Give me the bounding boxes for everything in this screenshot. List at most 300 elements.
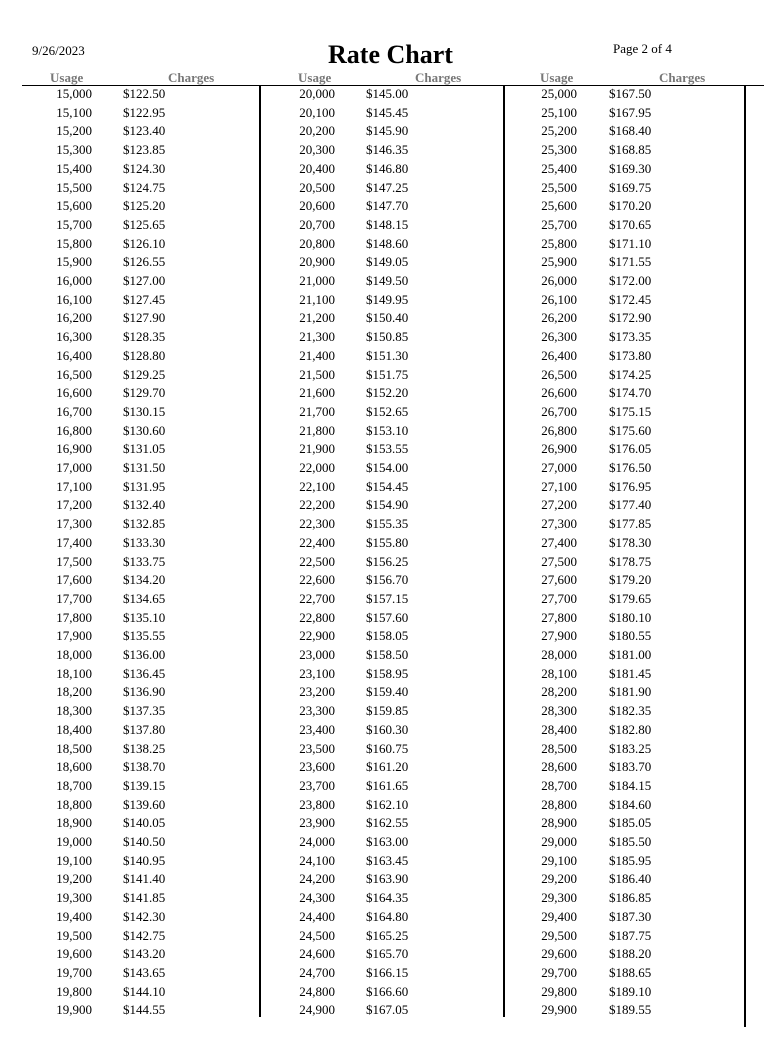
charge-cell: $131.50 xyxy=(123,460,166,475)
charge-cell: $135.10 xyxy=(123,609,166,625)
charge-cell: $157.60 xyxy=(366,609,409,625)
usage-cell: 27,900 xyxy=(541,628,577,644)
charge-cell: $141.40 xyxy=(123,871,166,887)
usage-cell: 19,300 xyxy=(56,890,92,906)
charge-cell: $149.05 xyxy=(366,254,409,270)
usage-cell: 23,600 xyxy=(299,759,335,775)
usage-cell: 17,000 xyxy=(56,460,92,475)
usage-cell: 25,200 xyxy=(541,123,577,139)
charge-cell: $182.35 xyxy=(609,703,652,719)
charge-cell: $125.20 xyxy=(123,198,166,214)
usage-cell: 23,500 xyxy=(299,740,335,756)
charge-cell: $168.40 xyxy=(609,123,652,139)
usage-cell: 25,700 xyxy=(541,216,577,232)
charge-cell: $145.90 xyxy=(366,123,409,139)
charge-cell: $154.00 xyxy=(366,460,409,475)
charge-cell: $142.30 xyxy=(123,908,166,924)
charge-cell: $128.80 xyxy=(123,347,166,363)
usage-cell: 29,400 xyxy=(541,908,577,924)
usage-cell: 21,400 xyxy=(299,347,335,363)
usage-cell: 18,700 xyxy=(56,777,92,793)
usage-cell: 20,900 xyxy=(299,254,335,270)
charge-cell: $134.20 xyxy=(123,572,166,588)
charge-cell: $161.65 xyxy=(366,777,409,793)
usage-cell: 25,400 xyxy=(541,160,577,176)
usage-cell: 22,800 xyxy=(299,609,335,625)
charge-cell: $154.90 xyxy=(366,497,409,513)
usage-cell: 20,000 xyxy=(299,86,335,101)
usage-cell: 21,100 xyxy=(299,291,335,307)
charge-cell: $149.95 xyxy=(366,291,409,307)
usage-cell: 22,000 xyxy=(299,460,335,475)
usage-cell: 21,300 xyxy=(299,329,335,345)
charge-cell: $172.45 xyxy=(609,291,652,307)
usage-cell: 25,100 xyxy=(541,104,577,120)
charge-cell: $175.15 xyxy=(609,403,652,419)
charge-cell: $133.30 xyxy=(123,534,166,550)
charge-cell: $184.60 xyxy=(609,796,652,812)
charge-cell: $156.25 xyxy=(366,553,409,569)
charge-cell: $189.10 xyxy=(609,983,652,999)
usage-cell: 27,800 xyxy=(541,609,577,625)
charge-cell: $130.15 xyxy=(123,403,166,419)
charge-cell: $136.45 xyxy=(123,665,166,681)
charge-cell: $177.85 xyxy=(609,516,652,532)
usage-cell: 20,200 xyxy=(299,123,335,139)
usage-cell: 18,600 xyxy=(56,759,92,775)
charge-cell: $125.65 xyxy=(123,216,166,232)
charge-cell: $176.05 xyxy=(609,441,652,457)
usage-cell: 23,300 xyxy=(299,703,335,719)
charge-cell: $146.80 xyxy=(366,160,409,176)
charge-cell: $166.15 xyxy=(366,964,409,980)
charge-cell: $188.65 xyxy=(609,964,652,980)
usage-cell: 28,200 xyxy=(541,684,577,700)
usage-cell: 28,700 xyxy=(541,777,577,793)
usage-cell: 28,400 xyxy=(541,721,577,737)
charge-cell: $160.30 xyxy=(366,721,409,737)
usage-cell: 15,200 xyxy=(56,123,92,139)
usage-cell: 25,500 xyxy=(541,179,577,195)
charge-cell: $165.25 xyxy=(366,927,409,943)
charge-cell: $172.90 xyxy=(609,310,652,326)
usage-cell: 24,300 xyxy=(299,890,335,906)
charge-cell: $131.05 xyxy=(123,441,166,457)
usage-cell: 26,700 xyxy=(541,403,577,419)
usage-cell: 21,200 xyxy=(299,310,335,326)
charge-cell: $186.85 xyxy=(609,890,652,906)
usage-cell: 26,500 xyxy=(541,366,577,382)
usage-cell: 19,200 xyxy=(56,871,92,887)
charge-cell: $139.60 xyxy=(123,796,166,812)
charge-cell: $132.40 xyxy=(123,497,166,513)
usage-cell: 26,600 xyxy=(541,385,577,401)
charge-cell: $185.95 xyxy=(609,852,652,868)
charge-cell: $180.55 xyxy=(609,628,652,644)
usage-cell: 15,000 xyxy=(56,86,92,101)
usage-cell: 23,200 xyxy=(299,684,335,700)
charge-cell: $144.55 xyxy=(123,1002,166,1018)
charge-cell: $148.15 xyxy=(366,216,409,232)
usage-cell: 26,800 xyxy=(541,422,577,438)
usage-cell: 24,000 xyxy=(299,834,335,849)
charge-cell: $181.00 xyxy=(609,647,652,662)
charge-cell: $151.75 xyxy=(366,366,409,382)
usage-cell: 19,700 xyxy=(56,964,92,980)
charge-cell: $172.00 xyxy=(609,273,652,288)
usage-cell: 20,100 xyxy=(299,104,335,120)
usage-cell: 15,300 xyxy=(56,142,92,158)
usage-cell: 21,700 xyxy=(299,403,335,419)
usage-cell: 20,300 xyxy=(299,142,335,158)
usage-cell: 29,300 xyxy=(541,890,577,906)
usage-cell: 20,600 xyxy=(299,198,335,214)
charge-cell: $170.20 xyxy=(609,198,652,214)
charge-cell: $130.60 xyxy=(123,422,166,438)
charge-cell: $176.95 xyxy=(609,478,652,494)
usage-cell: 28,100 xyxy=(541,665,577,681)
usage-cell: 26,900 xyxy=(541,441,577,457)
charge-cell: $137.35 xyxy=(123,703,166,719)
charge-cell: $176.50 xyxy=(609,460,652,475)
usage-cell: 20,800 xyxy=(299,235,335,251)
charge-cell: $139.15 xyxy=(123,777,166,793)
usage-cell: 28,500 xyxy=(541,740,577,756)
usage-cell: 18,900 xyxy=(56,815,92,831)
charge-cell: $131.95 xyxy=(123,478,166,494)
usage-cell: 15,600 xyxy=(56,198,92,214)
usage-cell: 17,100 xyxy=(56,478,92,494)
usage-cell: 27,000 xyxy=(541,460,577,475)
usage-cell: 18,800 xyxy=(56,796,92,812)
usage-cell: 15,700 xyxy=(56,216,92,232)
charge-cell: $150.40 xyxy=(366,310,409,326)
charge-cell: $166.60 xyxy=(366,983,409,999)
charge-cell: $127.00 xyxy=(123,273,166,288)
charge-cell: $144.10 xyxy=(123,983,166,999)
charge-cell: $173.80 xyxy=(609,347,652,363)
usage-cell: 26,100 xyxy=(541,291,577,307)
usage-cell: 19,900 xyxy=(56,1002,92,1018)
usage-cell: 26,400 xyxy=(541,347,577,363)
usage-cell: 27,500 xyxy=(541,553,577,569)
charge-cell: $160.75 xyxy=(366,740,409,756)
page-number: Page 2 of 4 xyxy=(613,41,672,56)
charge-cell: $142.75 xyxy=(123,927,166,943)
charge-cell: $122.50 xyxy=(123,86,166,101)
charge-cell: $167.95 xyxy=(609,104,652,120)
usage-cell: 24,100 xyxy=(299,852,335,868)
charge-cell: $145.00 xyxy=(366,86,409,101)
usage-cell: 17,700 xyxy=(56,590,92,606)
usage-cell: 27,300 xyxy=(541,516,577,532)
charge-cell: $158.95 xyxy=(366,665,409,681)
charge-cell: $171.10 xyxy=(609,235,652,251)
usage-cell: 29,600 xyxy=(541,946,577,962)
charge-cell: $150.85 xyxy=(366,329,409,345)
charge-cell: $126.55 xyxy=(123,254,166,270)
charge-cell: $147.70 xyxy=(366,198,409,214)
charge-cell: $129.70 xyxy=(123,385,166,401)
charge-cell: $146.35 xyxy=(366,142,409,158)
charge-cell: $184.15 xyxy=(609,777,652,793)
charge-cell: $134.65 xyxy=(123,590,166,606)
charge-cell: $188.20 xyxy=(609,946,652,962)
charge-cell: $164.35 xyxy=(366,890,409,906)
col2-usage-header: Usage xyxy=(298,70,332,85)
charge-cell: $159.85 xyxy=(366,703,409,719)
usage-cell: 27,600 xyxy=(541,572,577,588)
usage-cell: 18,100 xyxy=(56,665,92,681)
page-title: Rate Chart xyxy=(328,40,453,69)
charge-cell: $126.10 xyxy=(123,235,166,251)
usage-cell: 15,400 xyxy=(56,160,92,176)
charge-cell: $169.30 xyxy=(609,160,652,176)
charge-cell: $171.55 xyxy=(609,254,652,270)
charge-cell: $185.50 xyxy=(609,834,652,849)
column-divider-2 xyxy=(503,85,505,1017)
column-divider-1 xyxy=(259,85,261,1017)
charge-cell: $167.50 xyxy=(609,86,652,101)
usage-cell: 29,800 xyxy=(541,983,577,999)
charge-cell: $187.75 xyxy=(609,927,652,943)
usage-cell: 28,800 xyxy=(541,796,577,812)
col3-charges-header: Charges xyxy=(659,70,706,85)
charge-cell: $183.25 xyxy=(609,740,652,756)
usage-cell: 18,400 xyxy=(56,721,92,737)
charge-cell: $137.80 xyxy=(123,721,166,737)
usage-cell: 17,300 xyxy=(56,516,92,532)
usage-cell: 29,100 xyxy=(541,852,577,868)
usage-cell: 25,000 xyxy=(541,86,577,101)
usage-cell: 19,500 xyxy=(56,927,92,943)
usage-cell: 17,800 xyxy=(56,609,92,625)
charge-cell: $168.85 xyxy=(609,142,652,158)
charge-cell: $128.35 xyxy=(123,329,166,345)
usage-cell: 17,900 xyxy=(56,628,92,644)
charge-cell: $175.60 xyxy=(609,422,652,438)
charge-cell: $158.05 xyxy=(366,628,409,644)
charge-cell: $138.70 xyxy=(123,759,166,775)
charge-cell: $124.30 xyxy=(123,160,166,176)
usage-cell: 22,100 xyxy=(299,478,335,494)
usage-cell: 27,400 xyxy=(541,534,577,550)
charge-cell: $181.45 xyxy=(609,665,652,681)
usage-cell: 23,900 xyxy=(299,815,335,831)
usage-cell: 28,300 xyxy=(541,703,577,719)
usage-cell: 16,100 xyxy=(56,291,92,307)
charge-cell: $181.90 xyxy=(609,684,652,700)
charge-cell: $147.25 xyxy=(366,179,409,195)
charge-cell: $136.00 xyxy=(123,647,166,662)
usage-cell: 16,500 xyxy=(56,366,92,382)
charge-cell: $179.20 xyxy=(609,572,652,588)
charge-cell: $174.25 xyxy=(609,366,652,382)
usage-cell: 19,100 xyxy=(56,852,92,868)
charge-cell: $123.85 xyxy=(123,142,166,158)
usage-cell: 29,000 xyxy=(541,834,577,849)
usage-cell: 15,900 xyxy=(56,254,92,270)
usage-cell: 21,800 xyxy=(299,422,335,438)
charge-cell: $129.25 xyxy=(123,366,166,382)
charge-cell: $154.45 xyxy=(366,478,409,494)
usage-cell: 27,200 xyxy=(541,497,577,513)
charge-cell: $151.30 xyxy=(366,347,409,363)
usage-cell: 27,700 xyxy=(541,590,577,606)
charge-cell: $152.20 xyxy=(366,385,409,401)
charge-cell: $164.80 xyxy=(366,908,409,924)
usage-cell: 25,600 xyxy=(541,198,577,214)
charge-cell: $155.80 xyxy=(366,534,409,550)
charge-cell: $179.65 xyxy=(609,590,652,606)
usage-cell: 16,400 xyxy=(56,347,92,363)
charge-cell: $170.65 xyxy=(609,216,652,232)
usage-cell: 15,100 xyxy=(56,104,92,120)
charge-cell: $158.50 xyxy=(366,647,409,662)
charge-cell: $133.75 xyxy=(123,553,166,569)
charge-cell: $127.90 xyxy=(123,310,166,326)
usage-cell: 29,500 xyxy=(541,927,577,943)
usage-cell: 18,000 xyxy=(56,647,92,662)
usage-cell: 22,400 xyxy=(299,534,335,550)
charge-cell: $141.85 xyxy=(123,890,166,906)
charge-cell: $122.95 xyxy=(123,104,166,120)
usage-cell: 22,500 xyxy=(299,553,335,569)
charge-cell: $162.10 xyxy=(366,796,409,812)
usage-cell: 19,600 xyxy=(56,946,92,962)
usage-cell: 26,000 xyxy=(541,273,577,288)
usage-cell: 18,200 xyxy=(56,684,92,700)
charge-cell: $127.45 xyxy=(123,291,166,307)
charge-cell: $165.70 xyxy=(366,946,409,962)
charge-cell: $123.40 xyxy=(123,123,166,139)
usage-cell: 21,000 xyxy=(299,273,335,288)
charge-cell: $140.05 xyxy=(123,815,166,831)
usage-cell: 16,800 xyxy=(56,422,92,438)
charge-cell: $167.05 xyxy=(366,1002,409,1018)
usage-cell: 24,800 xyxy=(299,983,335,999)
charge-cell: $159.40 xyxy=(366,684,409,700)
col3-usage-header: Usage xyxy=(540,70,574,85)
charge-cell: $153.55 xyxy=(366,441,409,457)
usage-cell: 24,400 xyxy=(299,908,335,924)
usage-cell: 24,500 xyxy=(299,927,335,943)
charge-cell: $124.75 xyxy=(123,179,166,195)
usage-cell: 26,200 xyxy=(541,310,577,326)
col1-usage-header: Usage xyxy=(50,70,84,85)
usage-cell: 24,700 xyxy=(299,964,335,980)
charge-cell: $178.75 xyxy=(609,553,652,569)
charge-cell: $163.45 xyxy=(366,852,409,868)
usage-cell: 24,600 xyxy=(299,946,335,962)
usage-cell: 19,800 xyxy=(56,983,92,999)
usage-cell: 24,200 xyxy=(299,871,335,887)
charge-cell: $148.60 xyxy=(366,235,409,251)
charge-cell: $189.55 xyxy=(609,1002,652,1018)
charge-cell: $152.65 xyxy=(366,403,409,419)
col2-charges-header: Charges xyxy=(415,70,462,85)
charge-cell: $163.90 xyxy=(366,871,409,887)
charge-cell: $162.55 xyxy=(366,815,409,831)
usage-cell: 29,900 xyxy=(541,1002,577,1018)
usage-cell: 17,400 xyxy=(56,534,92,550)
usage-cell: 23,700 xyxy=(299,777,335,793)
usage-cell: 16,000 xyxy=(56,273,92,288)
usage-cell: 16,700 xyxy=(56,403,92,419)
charge-cell: $136.90 xyxy=(123,684,166,700)
charge-cell: $140.95 xyxy=(123,852,166,868)
usage-cell: 18,300 xyxy=(56,703,92,719)
charge-cell: $180.10 xyxy=(609,609,652,625)
charge-cell: $161.20 xyxy=(366,759,409,775)
charge-cell: $186.40 xyxy=(609,871,652,887)
usage-cell: 22,900 xyxy=(299,628,335,644)
charge-cell: $183.70 xyxy=(609,759,652,775)
usage-cell: 17,200 xyxy=(56,497,92,513)
charge-cell: $155.35 xyxy=(366,516,409,532)
usage-cell: 22,700 xyxy=(299,590,335,606)
usage-cell: 28,900 xyxy=(541,815,577,831)
print-date: 9/26/2023 xyxy=(32,43,85,58)
usage-cell: 18,500 xyxy=(56,740,92,756)
charge-cell: $143.20 xyxy=(123,946,166,962)
charge-cell: $153.10 xyxy=(366,422,409,438)
charge-cell: $145.45 xyxy=(366,104,409,120)
col1-charges-header: Charges xyxy=(168,70,215,85)
usage-cell: 21,500 xyxy=(299,366,335,382)
usage-cell: 27,100 xyxy=(541,478,577,494)
usage-cell: 28,000 xyxy=(541,647,577,662)
usage-cell: 28,600 xyxy=(541,759,577,775)
charge-cell: $169.75 xyxy=(609,179,652,195)
charge-cell: $143.65 xyxy=(123,964,166,980)
usage-cell: 20,700 xyxy=(299,216,335,232)
charge-cell: $149.50 xyxy=(366,273,409,288)
charge-cell: $156.70 xyxy=(366,572,409,588)
charge-cell: $187.30 xyxy=(609,908,652,924)
usage-cell: 16,900 xyxy=(56,441,92,457)
usage-cell: 17,500 xyxy=(56,553,92,569)
charge-cell: $178.30 xyxy=(609,534,652,550)
usage-cell: 19,400 xyxy=(56,908,92,924)
usage-cell: 22,300 xyxy=(299,516,335,532)
column-divider-3 xyxy=(744,85,746,1027)
usage-cell: 29,200 xyxy=(541,871,577,887)
usage-cell: 16,200 xyxy=(56,310,92,326)
usage-cell: 23,000 xyxy=(299,647,335,662)
usage-cell: 15,800 xyxy=(56,235,92,251)
usage-cell: 25,900 xyxy=(541,254,577,270)
usage-cell: 29,700 xyxy=(541,964,577,980)
charge-cell: $157.15 xyxy=(366,590,409,606)
usage-cell: 24,900 xyxy=(299,1002,335,1018)
usage-cell: 17,600 xyxy=(56,572,92,588)
usage-cell: 15,500 xyxy=(56,179,92,195)
usage-cell: 21,900 xyxy=(299,441,335,457)
usage-cell: 21,600 xyxy=(299,385,335,401)
usage-cell: 20,400 xyxy=(299,160,335,176)
usage-cell: 22,600 xyxy=(299,572,335,588)
usage-cell: 22,200 xyxy=(299,497,335,513)
charge-cell: $173.35 xyxy=(609,329,652,345)
charge-cell: $174.70 xyxy=(609,385,652,401)
usage-cell: 25,300 xyxy=(541,142,577,158)
usage-cell: 23,800 xyxy=(299,796,335,812)
charge-cell: $177.40 xyxy=(609,497,652,513)
charge-cell: $182.80 xyxy=(609,721,652,737)
usage-cell: 25,800 xyxy=(541,235,577,251)
charge-cell: $132.85 xyxy=(123,516,166,532)
